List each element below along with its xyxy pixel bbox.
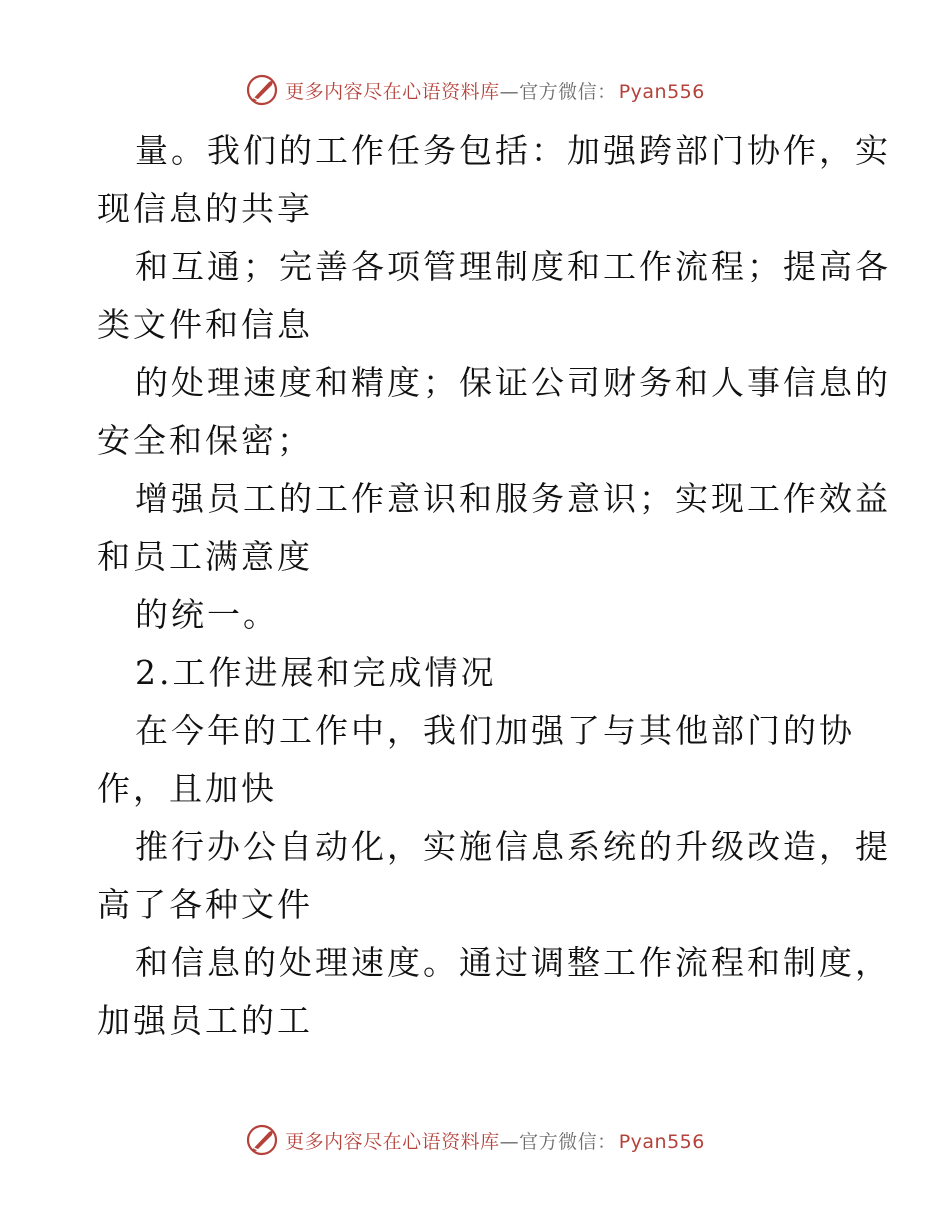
paragraph-line: 推行办公自动化，实施信息系统的升级改造，提: [135, 827, 891, 866]
section-heading: 2.工作进展和完成情况: [135, 653, 497, 692]
banner-wechat-label: 官方微信：: [519, 1130, 617, 1153]
paragraph-line: 在今年的工作中，我们加强了与其他部门的协: [135, 711, 855, 750]
banner-text: [285, 1127, 705, 1154]
paragraph-line: 增强员工的工作意识和服务意识；实现工作效益: [135, 479, 891, 518]
quill-pen-circle-icon: [245, 1123, 279, 1157]
banner-wechat-handle: Pyan556: [618, 80, 705, 103]
header-banner: [0, 70, 950, 110]
paragraph-line: 和信息的处理速度。通过调整工作流程和制度，: [135, 943, 891, 982]
banner-wechat-label: 官方微信：: [519, 80, 617, 103]
paragraph-line: 的统一。: [135, 595, 279, 634]
banner-site-text: 更多内容尽在心语资料库: [285, 1130, 500, 1153]
paragraph-line: 和员工满意度: [97, 537, 313, 576]
banner-wechat-handle: Pyan556: [618, 1130, 705, 1153]
paragraph-line: 作，且加快: [97, 769, 277, 808]
paragraph-line: 量。我们的工作任务包括：加强跨部门协作，实: [135, 131, 891, 170]
banner-text: [285, 77, 705, 104]
paragraph-line: 加强员工的工: [97, 1001, 313, 1040]
banner-site-text: 更多内容尽在心语资料库: [285, 80, 500, 103]
quill-pen-circle-icon: [245, 73, 279, 107]
paragraph-line: 高了各种文件: [97, 885, 313, 924]
paragraph-line: 类文件和信息: [97, 305, 313, 344]
banner-dash: —: [499, 80, 520, 103]
paragraph-line: 和互通；完善各项管理制度和工作流程；提高各: [135, 247, 891, 286]
paragraph-line: 现信息的共享: [97, 189, 313, 228]
footer-banner: [0, 1120, 950, 1160]
paragraph-line: 的处理速度和精度；保证公司财务和人事信息的: [135, 363, 891, 402]
banner-dash: —: [499, 1130, 520, 1153]
document-body: [97, 122, 891, 1050]
paragraph-line: 安全和保密；: [97, 421, 313, 460]
